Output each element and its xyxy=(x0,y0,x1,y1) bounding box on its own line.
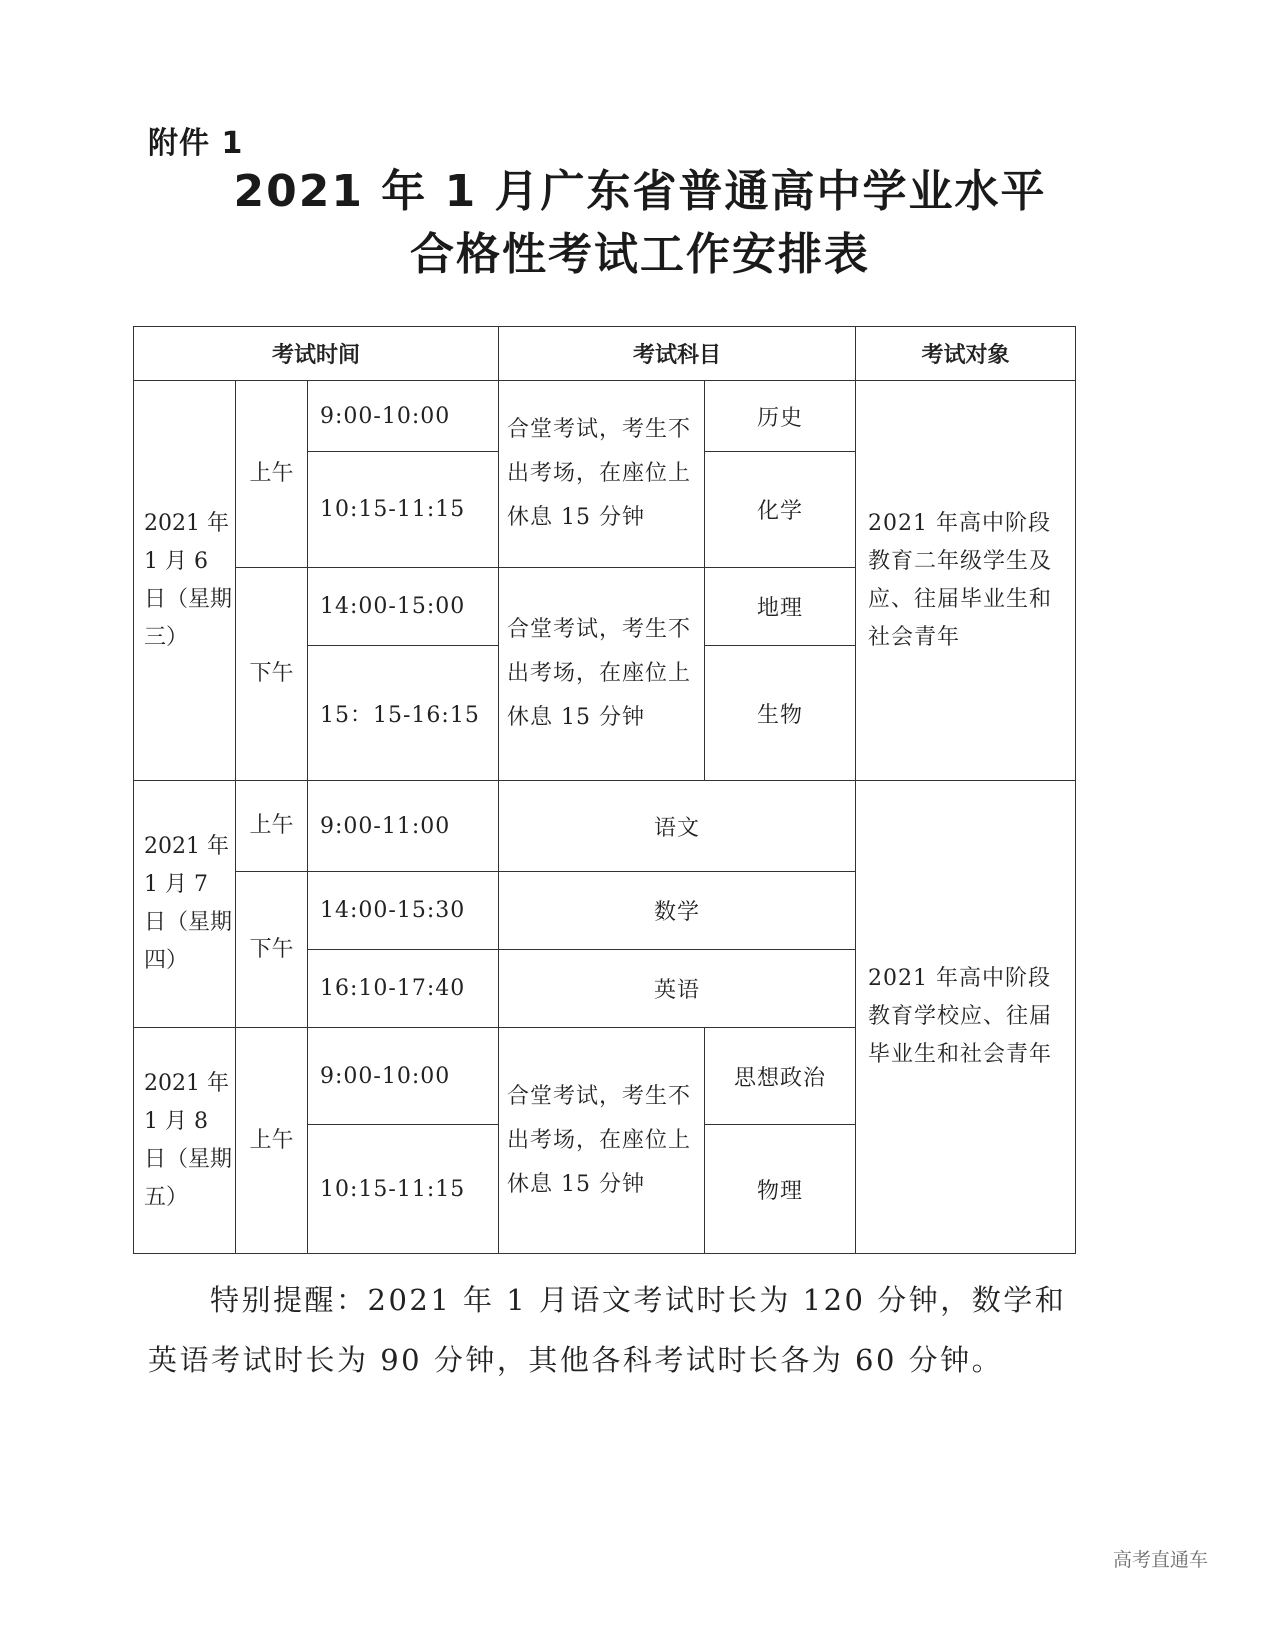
special-reminder: 特别提醒：2021 年 1 月语文考试时长为 120 分钟，数学和英语考试时长为 90 分钟，其他各科考试时长各为 60 分钟。 xyxy=(148,1283,1067,1377)
session-pm-day2 xyxy=(236,872,308,1028)
subject-cell: 数学 xyxy=(499,872,856,950)
header-exam-time: 考试时间 xyxy=(134,327,499,381)
combined-exam-note: 合堂考试，考生不出考场，在座位上休息 15 分钟 xyxy=(499,1028,705,1254)
combined-exam-note: 合堂考试，考生不出考场，在座位上休息 15 分钟 xyxy=(499,381,705,568)
subject-cell: 历史 xyxy=(705,381,856,452)
header-exam-subject: 考试科目 xyxy=(499,327,856,381)
table-header-row xyxy=(134,327,1076,381)
session-label: 上午 xyxy=(249,813,294,838)
exam-schedule-table xyxy=(133,326,1076,1254)
table-row xyxy=(134,381,1076,452)
time-slot: 10:15-11:15 xyxy=(308,452,499,568)
time-slot: 15：15-16:15 xyxy=(308,646,499,781)
session-pm-day1 xyxy=(236,568,308,781)
watermark: 高考直通车 xyxy=(1112,1549,1208,1571)
time-slot: 9:00-10:00 xyxy=(308,381,499,452)
session-am-day3 xyxy=(236,1028,308,1254)
session-label: 上午 xyxy=(249,1127,294,1153)
session-label: 上午 xyxy=(249,461,294,486)
time-slot: 16:10-17:40 xyxy=(308,950,499,1028)
exam-target-group2: 2021 年高中阶段教育学校应、往届毕业生和社会青年 xyxy=(856,781,1076,1254)
session-am-day1 xyxy=(236,381,308,568)
exam-date-day1: 2021 年 1 月 6 日（星期三） xyxy=(134,381,236,781)
subject-cell: 地理 xyxy=(705,568,856,646)
subject-cell: 化学 xyxy=(705,452,856,568)
session-label: 下午 xyxy=(249,661,294,686)
time-slot: 9:00-10:00 xyxy=(308,1028,499,1125)
time-slot: 14:00-15:30 xyxy=(308,872,499,950)
page-title-line2: 合格性考试工作安排表 xyxy=(410,229,870,280)
session-am-day2 xyxy=(236,781,308,872)
exam-target-group1: 2021 年高中阶段教育二年级学生及应、往届毕业生和社会青年 xyxy=(856,381,1076,781)
attachment-label: 附件 1 xyxy=(148,126,244,161)
subject-cell: 语文 xyxy=(499,781,856,872)
subject-cell: 思想政治 xyxy=(705,1028,856,1125)
time-slot: 9:00-11:00 xyxy=(308,781,499,872)
exam-date-day2: 2021 年 1 月 7 日（星期四） xyxy=(134,781,236,1028)
subject-cell: 物理 xyxy=(705,1125,856,1254)
time-slot: 10:15-11:15 xyxy=(308,1125,499,1254)
subject-cell: 英语 xyxy=(499,950,856,1028)
session-label: 下午 xyxy=(249,936,294,962)
subject-cell: 生物 xyxy=(705,646,856,781)
exam-date-day3: 2021 年 1 月 8 日（星期五） xyxy=(134,1028,236,1254)
time-slot: 14:00-15:00 xyxy=(308,568,499,646)
page-title-line1: 2021 年 1 月广东省普通高中学业水平 xyxy=(233,166,1047,217)
header-exam-target: 考试对象 xyxy=(856,327,1076,381)
table-row xyxy=(134,781,1076,872)
combined-exam-note: 合堂考试，考生不出考场，在座位上休息 15 分钟 xyxy=(499,568,705,781)
